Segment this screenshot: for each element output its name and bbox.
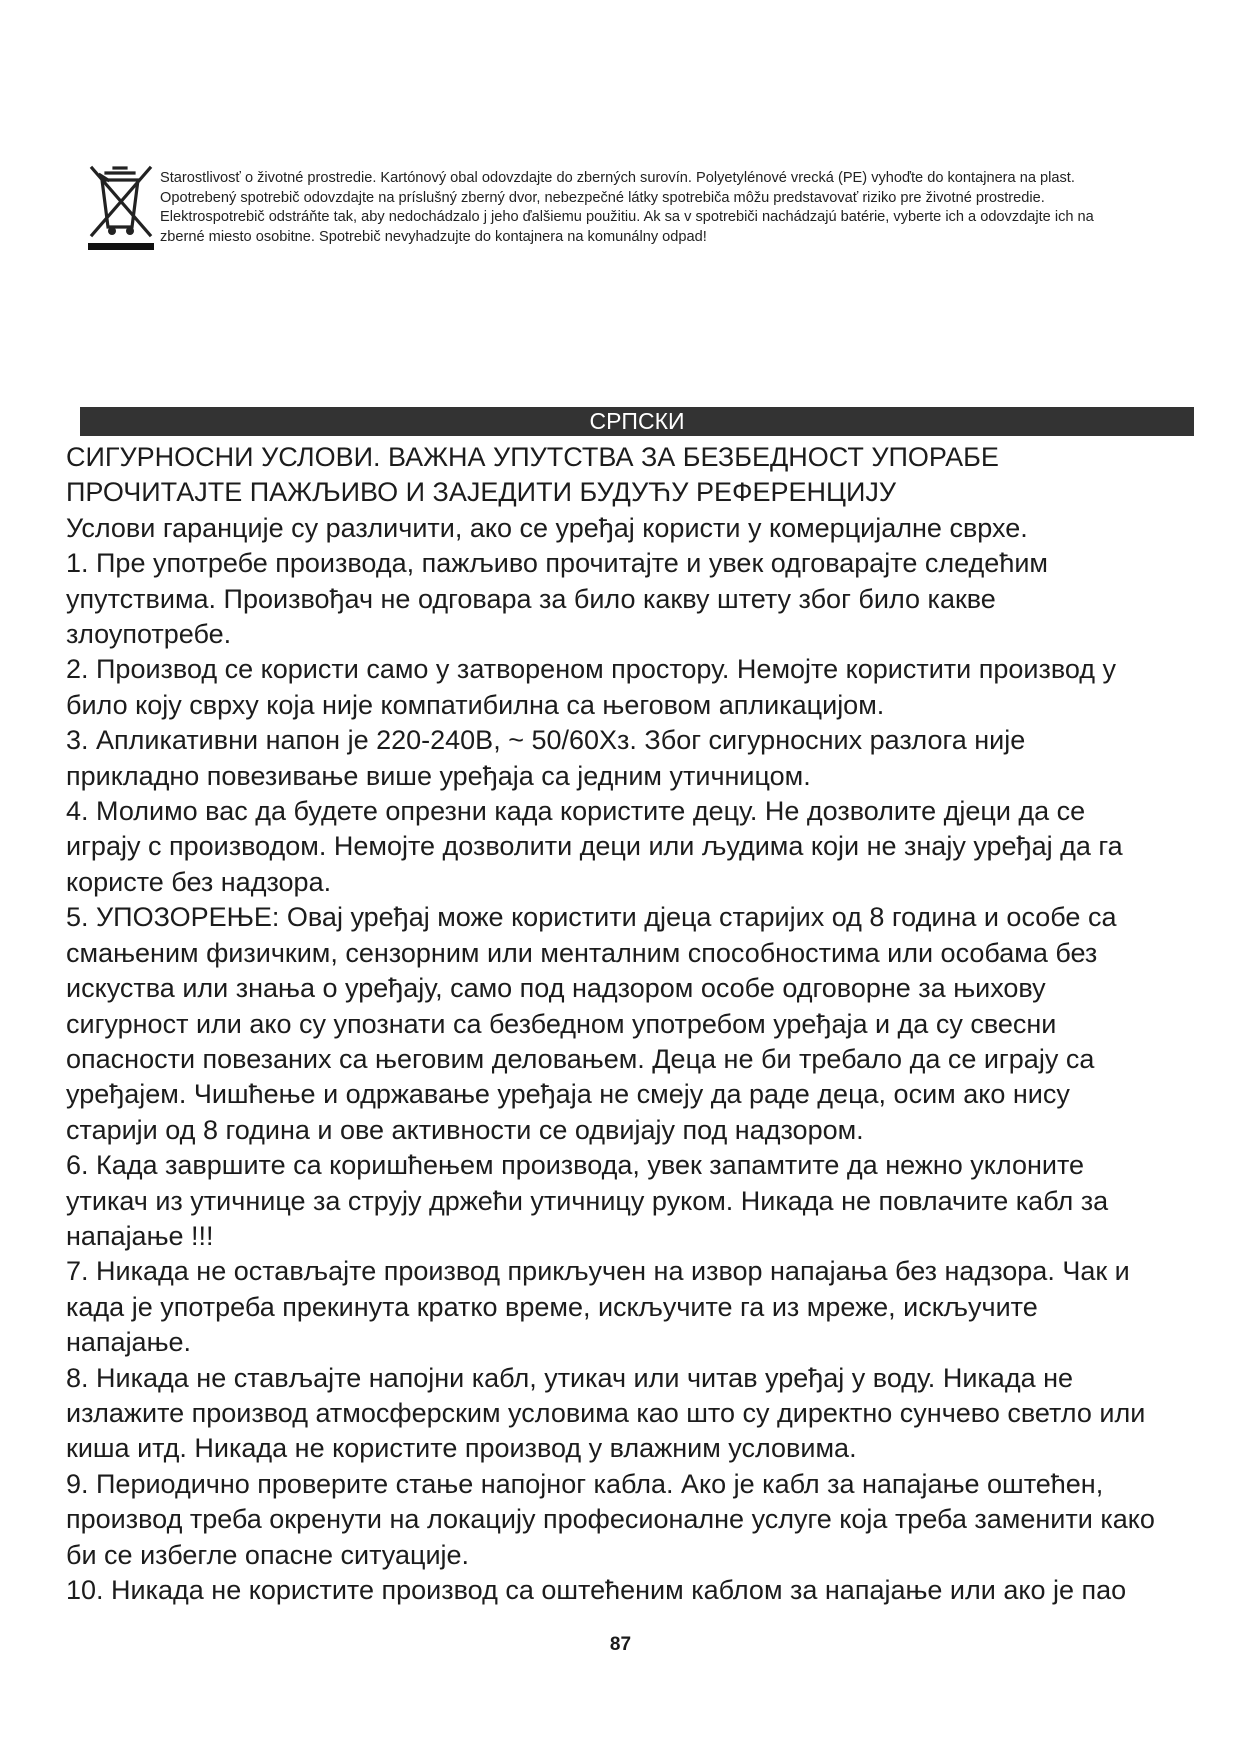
content-line: киша итд. Никада не користите производ у влажним условима. bbox=[66, 1433, 857, 1464]
content-line: 5. УПОЗОРЕЊЕ: Овај уређај може користити дјеца старијих од 8 година и особе са bbox=[66, 902, 1117, 933]
content-line: 9. Периодично проверите стање напојног кабла. Ако је кабл за напајање оштећен, bbox=[66, 1468, 1104, 1499]
crossed-out-wheelie-bin-icon bbox=[86, 165, 158, 255]
content-line: када је употреба прекинута кратко време, искључите га из мреже, искључите bbox=[66, 1291, 1038, 1322]
page-number: 87 bbox=[609, 1634, 632, 1655]
eco-notice-line: Elektrospotrebič odstráňte tak, aby nedochádzalo j jeho ďalšiemu použitiu. Ak sa v spotrebiči nachádzajú batérie, vyberte ich a odovzdajte ich na bbox=[160, 209, 1094, 226]
content-line: 8. Никада не стављајте напојни кабл, утикач или читав уређај у воду. Никада не bbox=[66, 1362, 1074, 1393]
content-line: излажите производ атмосферским условима као што су директно сунчево светло или bbox=[66, 1397, 1146, 1428]
content-line: 7. Никада не остављајте производ прикључен на извор напајања без надзора. Чак и bbox=[66, 1256, 1130, 1287]
content-line: искуства или знања о уређају, само под надзором особе одговорне за њихову bbox=[66, 973, 1046, 1004]
content-line: 3. Апликативни напон је 220-240В, ~ 50/60Хз. Због сигурносних разлога није bbox=[66, 725, 1026, 756]
content-line: користе без надзора. bbox=[66, 866, 332, 897]
content-line: било коју сврху која није компатибилна са његовом апликацијом. bbox=[66, 689, 885, 720]
content-line: 6. Када завршите са коришћењем производа, увек запамтите да нежно уклоните bbox=[66, 1150, 1085, 1181]
content-line: играју с производом. Немојте дозволити деци или људима који не знају уређај да га bbox=[66, 831, 1123, 862]
content-line: 1. Пре употребе производа, пажљиво прочитајте и увек одговарајте следећим bbox=[66, 548, 1048, 579]
content-line: 4. Молимо вас да будете опрезни када користите децу. Не дозволите дјеци да се bbox=[66, 796, 1086, 827]
content-line: утикач из утичнице за струју држећи утичницу руком. Никада не повлачите кабл за bbox=[66, 1185, 1109, 1216]
content-line: напајање !!! bbox=[66, 1220, 214, 1251]
content-line: прикладно повезивање више уређаја са једним утичницом. bbox=[66, 760, 811, 791]
eco-notice-line: Opotrebený spotrebič odovzdajte na príslušný zberný dvor, nebezpečné látky spotrebiča môžu predstavovať riziko pre životné prostredie. bbox=[160, 189, 1045, 206]
content-line: упутствима. Произвођач не одговара за било какву штету због било какве bbox=[66, 583, 996, 614]
eco-notice bbox=[86, 165, 1196, 255]
content-line: злоупотребе. bbox=[66, 619, 232, 650]
content-line: опасности повезаних са његовим деловањем. Деца не би требало да се играју са bbox=[66, 1043, 1095, 1074]
content-line: 10. Никада не користите производ са оштећеним каблом за напајање или ако је пао bbox=[66, 1575, 1127, 1605]
eco-notice-text bbox=[160, 169, 1200, 247]
content-line: старији од 8 година и ове активности се одвијају под надзором. bbox=[66, 1114, 864, 1145]
content-line: уређајем. Чишћење и одржавање уређаја не смеју да раде деца, осим ако нису bbox=[66, 1079, 1070, 1110]
eco-notice-line: Starostlivosť o životné prostredie. Kartónový obal odovzdajte do zberných surovín. Polyetylénové vrecká (PE) vyhoďte do kontajnera na plast. bbox=[160, 170, 1075, 186]
content-line: би се избегле опасне ситуације. bbox=[66, 1539, 470, 1570]
content-line: 2. Производ се користи само у затвореном простору. Немојте користити производ у bbox=[66, 654, 1117, 685]
safety-instructions bbox=[66, 440, 1196, 1608]
content-line: Услови гаранције су различити, ако се уређај користи у комерцијалне сврхе. bbox=[66, 512, 1028, 543]
eco-notice-line: zberné miesto osobitne. Spotrebič nevyhadzujte do kontajnera na komunálny odpad! bbox=[160, 228, 707, 245]
language-header: СРПСКИ bbox=[80, 407, 1194, 436]
content-line: смањеним физичким, сензорним или менталним способностима или особама без bbox=[66, 937, 1098, 968]
content-line: сигурност или ако су упознати са безбедном употребом уређаја и да су свесни bbox=[66, 1008, 1057, 1039]
content-line: напајање. bbox=[66, 1327, 192, 1358]
content-line: ПРОЧИТАЈТЕ ПАЖЉИВО И ЗАЈЕДИТИ БУДУЋУ РЕФЕРЕНЦИЈУ bbox=[66, 477, 897, 508]
content-line: производ треба окренути на локацију професионалне услуге која треба заменити како bbox=[66, 1504, 1155, 1535]
content-line: СИГУРНОСНИ УСЛОВИ. ВАЖНА УПУТСТВА ЗА БЕЗБЕДНОСТ УПОРАБЕ bbox=[66, 442, 999, 472]
